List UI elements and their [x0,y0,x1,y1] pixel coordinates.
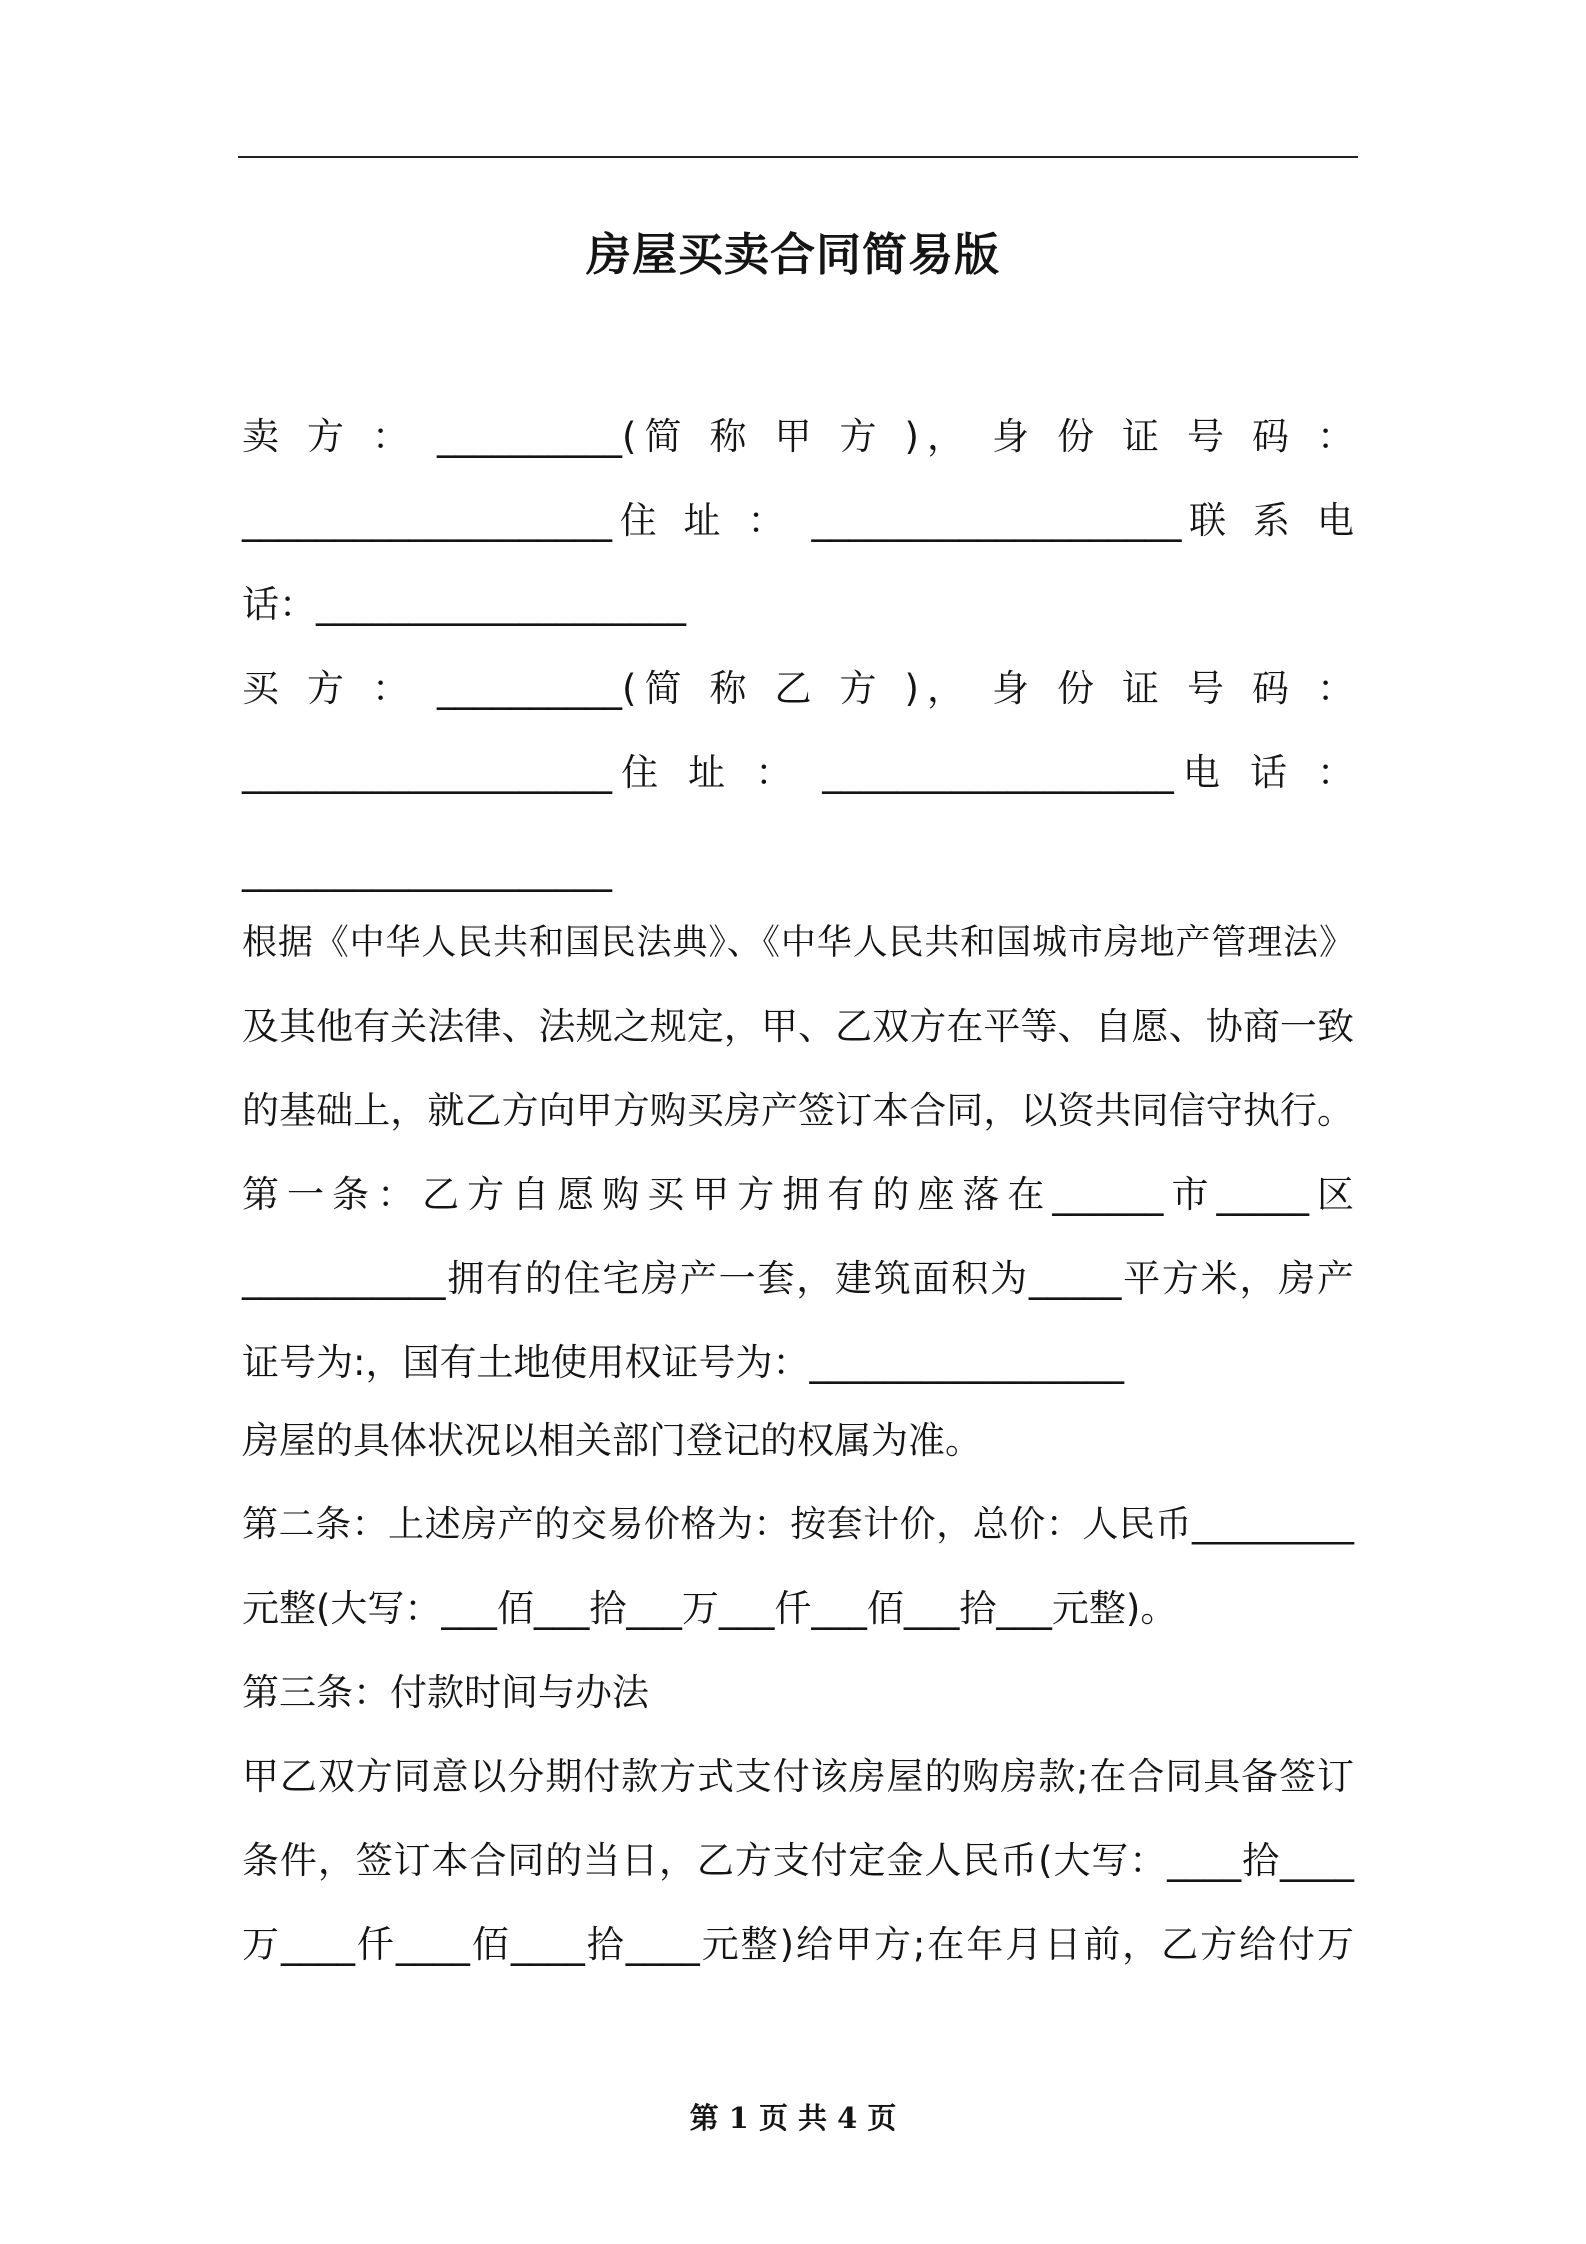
buyer-line-1: 买 方 ： __________(简 称 乙 方 )， 身 份 证 号 码 ： [242,667,1354,710]
preamble-line-3: 的基础上，就乙方向甲方购买房产签订本合同，以资共同信守执行。 [242,1089,1354,1132]
buyer-line-2: ____________________住 址 ： ___________________电 话 ： [242,751,1354,794]
article-2-line-2: 元整(大写：___佰___拾___万___仟___佰___拾___元整)。 [242,1587,1178,1630]
header-rule [238,156,1358,158]
article-3-line-3: 万____仟____佰____拾____元整)给甲方;在年月日前，乙方给付万 [242,1923,1354,1966]
article-3-line-1: 甲乙双方同意以分期付款方式支付该房屋的购房款;在合同具备签订 [242,1755,1354,1798]
page-number: 第 1 页 共 4 页 [689,2101,897,2135]
preamble-line-2: 及其他有关法律、法规之规定，甲、乙双方在平等、自愿、协商一致 [242,1005,1354,1048]
seller-line-2: ____________________住 址 ： ____________________联 系 电 [242,499,1354,542]
article-2-line-1: 第二条：上述房产的交易价格为：按套计价，总价：人民币_________ [242,1504,1354,1545]
buyer-line-3: ____________________ [242,849,612,892]
preamble-line-1: 根据《中华人民共和国民法典》、《中华人民共和国城市房地产管理法》 [242,923,1354,963]
seller-line-3: 话：____________________ [242,583,686,626]
article-3-heading: 第三条：付款时间与办法 [242,1671,649,1714]
document-title: 房屋买卖合同简易版 [585,228,1000,281]
article-3-line-2: 条件，签订本合同的当日，乙方支付定金人民币(大写：____拾____ [242,1839,1354,1882]
seller-line-1: 卖 方 ： __________(简 称 甲 方 )， 身 份 证 号 码 ： [242,415,1354,458]
article-1-line-3: 证号为:，国有土地使用权证号为：_________________ [242,1341,1124,1384]
article-1-line-2: ___________拥有的住宅房产一套，建筑面积为_____平方米，房产 [242,1257,1354,1300]
article-1-line-4: 房屋的具体状况以相关部门登记的权属为准。 [242,1419,982,1462]
article-1-line-1: 第一条：乙方自愿购买甲方拥有的座落在______市_____区 [242,1173,1354,1216]
